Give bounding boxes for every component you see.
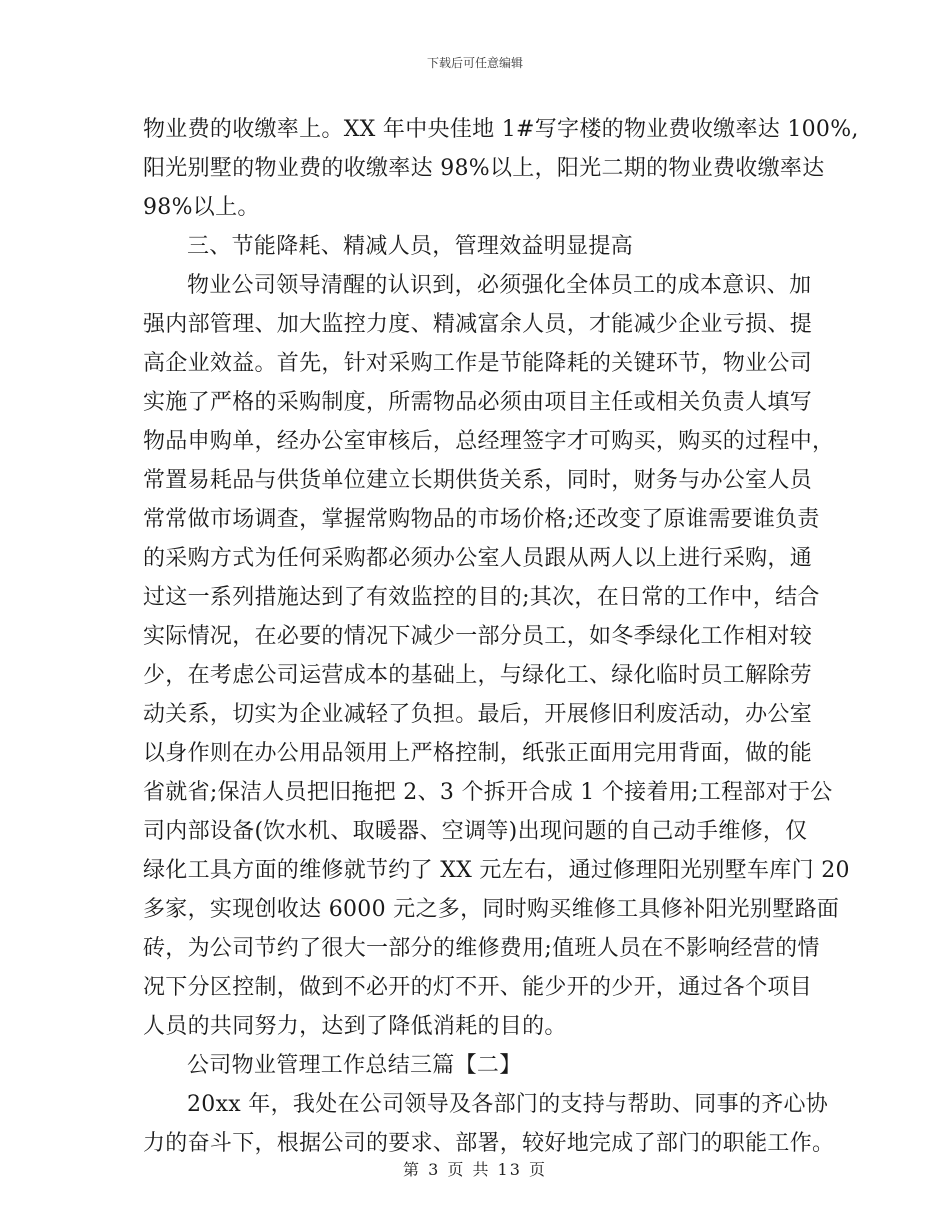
text-line: 绿化工具方面的维修就节约了 XX 元左右，通过修理阳光别墅车库门 20 (143, 858, 850, 883)
text-line: 的采购方式为任何采购都必须办公室人员跟从两人以上进行采购，通 (143, 546, 813, 571)
text-line: 多家，实现创收达 6000 元之多，同时购买维修工具修补阳光别墅路面 (143, 897, 840, 922)
text-line: 实施了严格的采购制度，所需物品必须由项目主任或相关负责人填写 (143, 390, 813, 415)
text-line: 物业公司领导清醒的认识到，必须强化全体员工的成本意识、加 (187, 273, 812, 298)
text-line: 常常做市场调查，掌握常购物品的市场价格;还改变了原谁需要谁负责 (143, 507, 820, 532)
text-line: 强内部管理、加大监控力度、精减富余人员，才能减少企业亏损、提 (143, 312, 813, 337)
text-line: 司内部设备(饮水机、取暖器、空调等)出现问题的自己动手维修，仅 (143, 819, 808, 844)
text-line: 少，在考虑公司运营成本的基础上，与绿化工、绿化临时员工解除劳 (143, 663, 813, 688)
page-number-footer: 第 3 页 共 13 页 (403, 1160, 547, 1179)
section-title: 公司物业管理工作总结三篇【二】 (187, 1053, 522, 1078)
section-heading: 三、节能降耗、精减人员，管理效益明显提高 (187, 234, 634, 259)
text-line: 过这一系列措施达到了有效监控的目的;其次，在日常的工作中，结合 (143, 585, 820, 610)
text-line: 阳光别墅的物业费的收缴率达 98%以上，阳光二期的物业费收缴率达 (143, 156, 825, 181)
text-line: 常置易耗品与供货单位建立长期供货关系，同时，财务与办公室人员 (143, 468, 813, 493)
text-line: 98%以上。 (143, 195, 260, 220)
text-line: 况下分区控制，做到不必开的灯不开、能少开的少开，通过各个项目 (143, 975, 813, 1000)
text-line: 人员的共同努力，达到了降低消耗的目的。 (143, 1014, 567, 1039)
text-line: 物业费的收缴率上。XX 年中央佳地 1#写字楼的物业费收缴率达 100%, (143, 117, 859, 142)
text-line: 省就省;保洁人员把旧拖把 2、3 个拆开合成 1 个接着用;工程部对于公 (143, 780, 833, 805)
text-line: 20xx 年，我处在公司领导及各部门的支持与帮助、同事的齐心协 (187, 1092, 829, 1117)
text-line: 高企业效益。首先，针对采购工作是节能降耗的关键环节，物业公司 (143, 351, 813, 376)
text-line: 动关系，切实为企业减轻了负担。最后，开展修旧利废活动，办公室 (143, 702, 813, 727)
document-body (143, 110, 859, 1163)
text-line: 砖，为公司节约了很大一部分的维修费用;值班人员在不影响经营的情 (143, 936, 820, 961)
text-line: 力的奋斗下，根据公司的要求、部署，较好地完成了部门的职能工作。 (143, 1131, 835, 1156)
page-header-note: 下载后可任意编辑 (426, 56, 523, 70)
text-line: 物品申购单，经办公室审核后，总经理签字才可购买，购买的过程中， (143, 429, 835, 454)
text-line: 以身作则在办公用品领用上严格控制，纸张正面用完用背面，做的能 (143, 741, 813, 766)
text-line: 实际情况，在必要的情况下减少一部分员工，如冬季绿化工作相对较 (143, 624, 813, 649)
